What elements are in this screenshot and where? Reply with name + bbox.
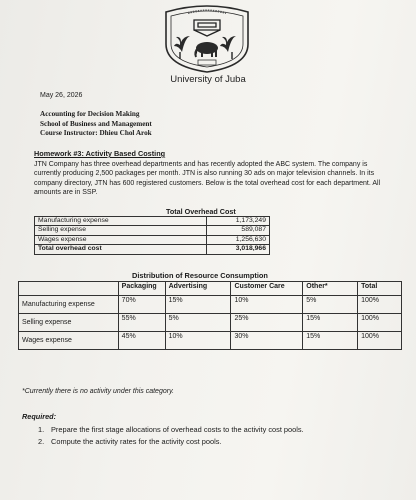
table-cell: Selling expense [19,314,119,332]
column-header: Customer Care [231,282,303,296]
table-cell: 70% [118,296,165,314]
total-row [35,245,270,254]
table-cell: 10% [165,332,231,350]
table-row [35,217,270,226]
table-cell: 100% [358,332,402,350]
overhead-table-title: Total Overhead Cost [166,207,236,216]
table-row [19,296,402,314]
required-list [38,424,304,448]
item-number: 2. [38,437,45,446]
course-title: Accounting for Decision Making [40,110,140,118]
table-cell: Manufacturing expense [19,296,119,314]
row-label: Manufacturing expense [35,217,207,226]
table-cell: 10% [231,296,303,314]
column-header: Total [358,282,402,296]
intro-paragraph: JTN Company has three overhead departments and has recently adopted the ABC system. The company is currently producing 2,500 packages per month. JTN is also running 30 ads on major television channels. In its company directory, JTN has 600 registered customers. Below is the total overhead cost for each department. All amounts are in SSP. [34,161,381,197]
overhead-cost-table [34,216,270,255]
course-instructor: Course Instructor: Dhieu Chol Arok [40,129,152,137]
row-value: 1,173,249 [207,217,270,226]
list-item [38,436,304,448]
homework-title: Homework #3: Activity Based Costing [34,149,166,158]
column-header [19,282,119,296]
table-cell: 25% [231,314,303,332]
resource-consumption-table [18,281,402,350]
university-name: University of Juba [170,74,246,85]
table-cell: 5% [303,296,358,314]
list-item [38,424,304,436]
required-heading: Required: [22,412,57,421]
row-value: 1,256,630 [207,235,270,244]
table-cell: 15% [165,296,231,314]
table-cell: Wages expense [19,332,119,350]
row-label: Selling expense [35,226,207,235]
row-label: Wages expense [35,235,207,244]
table-cell: 100% [358,296,402,314]
column-header: Other* [303,282,358,296]
total-label: Total overhead cost [35,245,207,254]
row-value: 589,087 [207,226,270,235]
table-row [19,332,402,350]
table-cell: 15% [303,332,358,350]
column-header: Packaging [118,282,165,296]
document-date: May 26, 2026 [40,92,83,99]
course-info [40,110,152,139]
total-value: 3,018,966 [207,245,270,254]
table-cell: 55% [118,314,165,332]
column-header: Advertising [165,282,231,296]
item-text: Compute the activity rates for the activity cost pools. [51,437,222,446]
table-cell: 30% [231,332,303,350]
table-cell: 100% [358,314,402,332]
header-row [19,282,402,296]
table-row [35,226,270,235]
table-cell: 45% [118,332,165,350]
table-cell: 15% [303,314,358,332]
footnote: *Currently there is no activity under this category. [22,388,174,395]
table-row [35,235,270,244]
school-name: School of Business and Management [40,119,152,128]
resource-table-title: Distribution of Resource Consumption [132,271,268,280]
university-seal-logo [158,4,256,74]
table-cell: 5% [165,314,231,332]
table-row [19,314,402,332]
item-text: Prepare the first stage allocations of overhead costs to the activity cost pools. [51,425,304,434]
item-number: 1. [38,425,45,434]
